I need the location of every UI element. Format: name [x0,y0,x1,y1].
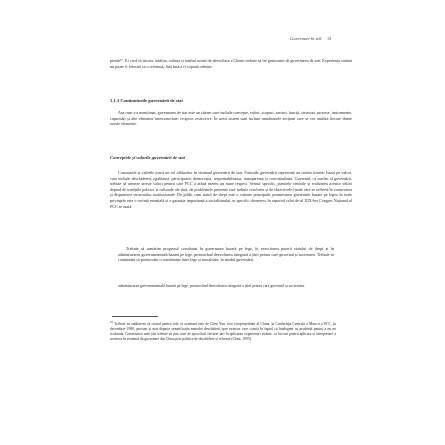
intro-paragraph: pierde¹⁰. Ei cred că istoria, tradiția, cultura și stadiul actual de dezvoltare a Chinei trebuie să fie gestionate de guvernarea de stat. Experiența străină nu poate fi folosită ca o referință, fără însă a fi copiată orbește. [110,58,352,69]
running-title: Guvernare în stil [290,36,322,41]
page-number: 31 [327,36,332,41]
block-quote-continuation: administrarea guvernamentală bazată pe lege, promovând dezvoltarea integrată a țării pentru care guvernul și societatea. [118,284,306,288]
block-quote: Trebuie să urmărim progresul coordonat în guvernarea bazată pe lege, în exercitarea puterii statului de drept și în administrarea guvernamentală bazată pe lege, promovând dezvoltarea integrată a țării pentru care guvernul și societatea. Trebuie să continuăm să promovăm o combinație între lege și moralitate, în modul guvernării. [118,246,334,263]
subsection-heading: Conceptele și valorile guvernării de stat [110,155,185,160]
footnote [110,320,336,341]
section-heading: 1.1.3 Continuturile guvernării de stat [110,98,183,103]
footnote-number: 10 [110,320,113,324]
subsection-paragraph: Conceptele și valorile joacă un rol călăuzitor în sistemul guvernării de stat. Funcțiile guvernării reprezintă un sistem teoretic bazat pe valori, care include deschiderea, egalitatea, participarea, democrația, responsabilitatea, transparența și corectitudinea. Guvernul, ca nucleu al guvernării, trebuie să urmeze aceste valori pentru care PCC a arătat mereu un mare respect. Sensul specific, punctele centrale și realizarea acestor valori depind de tradițiile politice și culturale ale țării, de problemele prezente care trebuie rezolvate și de obiectivele finale care se reflectă în construirea și dispunerea structurilor instituționale. De pildă, cum statul de drept este o valoare principală, promovarea guvernării bazate pe legea în toate privințele este o cerință esențială și o garanție importantă a socialismului cu specific chinezesc în raportul celui de-al XIX-lea Congres Național al PCC se arată: [110,170,352,209]
running-header [290,36,386,41]
footnote-divider [112,316,158,317]
footnote-text: Trebuie să subliniem că citatul pentru cele ce urmează este de Chen Yun, fost vicepreședinte al China, la Conferința Centrală a Muncii a PCC, în decembrie 1980, precum și mai departe semnificația metodei deschiderii spre exterior care constă în faptul că înțelegem cu prudență pentru a nu ne scufunda. Guvernarea unei țări trebuie să țină cont de specificul fiecărei țări în aplicarea experienței străine, ca lucruri pentru aplicare și interpretare a acestora în sistemul de guvernare din China prin politica de deschidere și reformă (Chen, 1995). [110,322,336,341]
section-paragraph: Așa cum s-a menționat, guvernarea de stat este un sistem care include concepte, valori, scopuri, sarcini, funcții, structuri, procese, instrumente, capacități și alte elemente interconectate, reciproc restrictive. În acest sistem sunt incluse următoarele secțiuni care se vor analiza fiecare dintre aceste elemente. [110,110,352,127]
